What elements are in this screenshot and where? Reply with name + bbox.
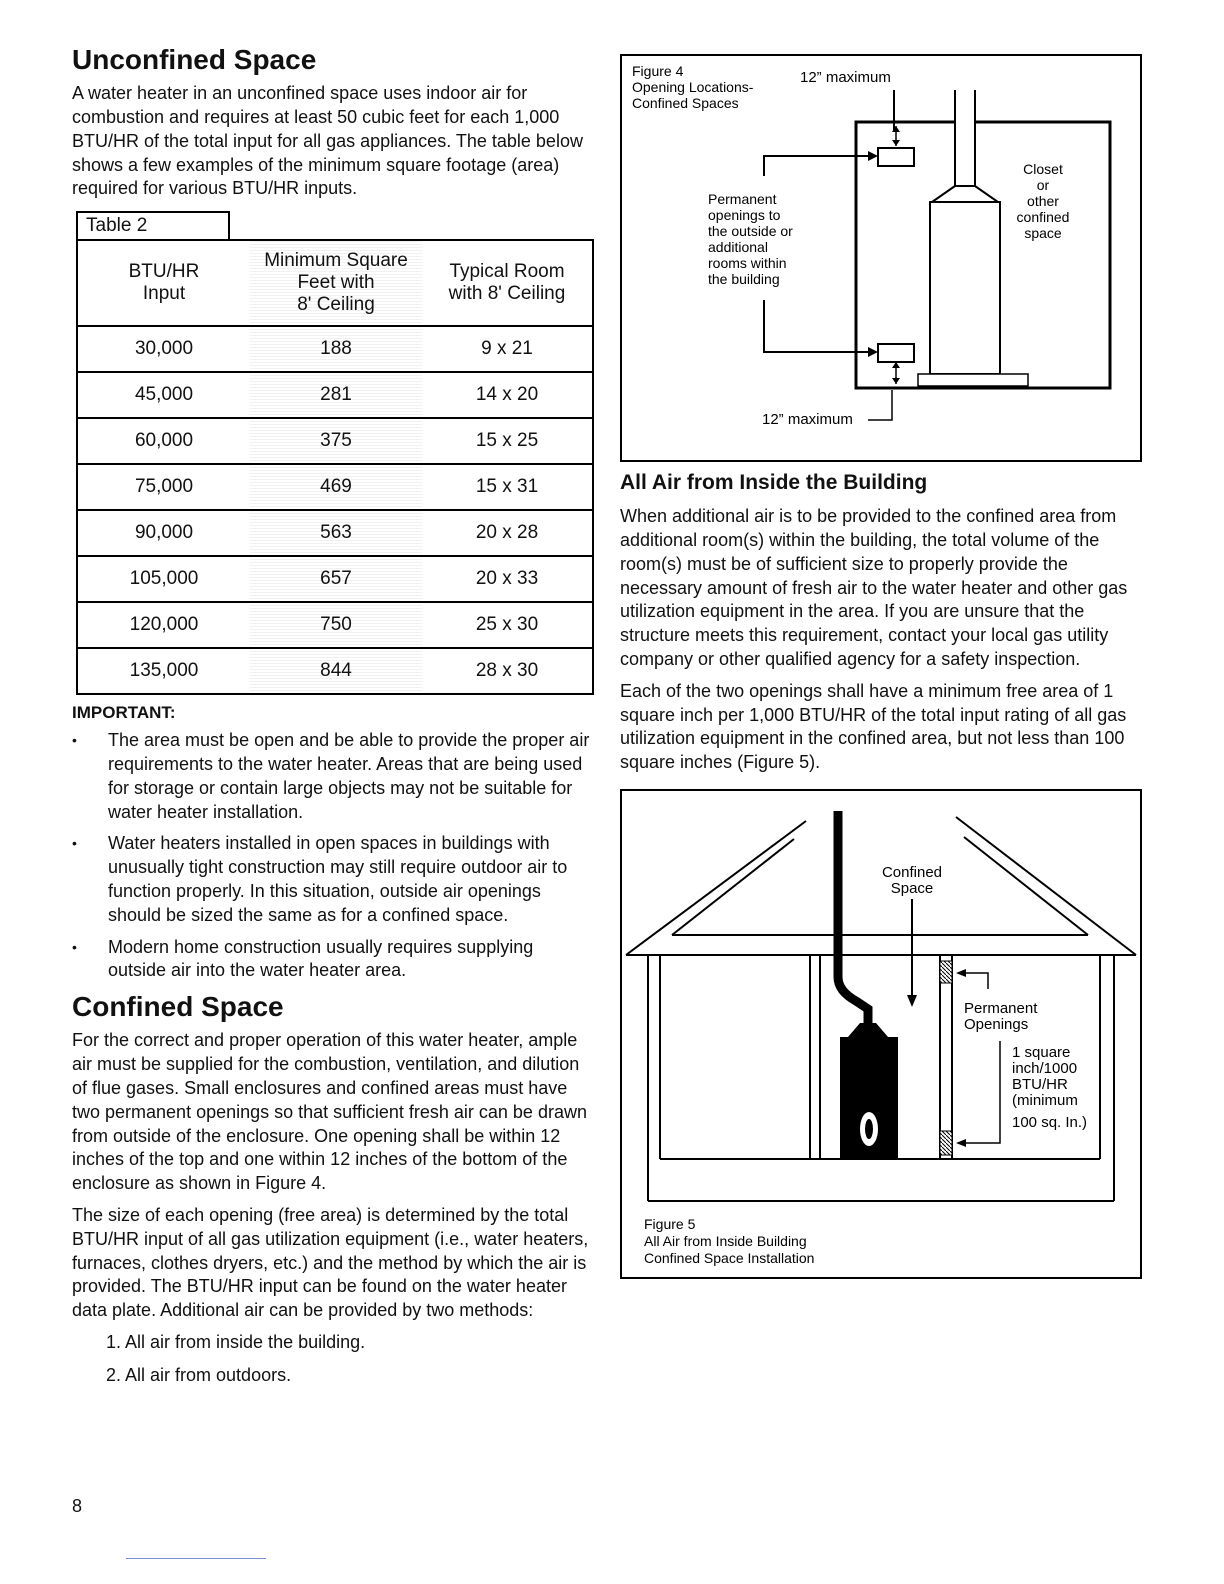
cell-room: 15 x 25 (422, 418, 593, 464)
header-min-line1: Minimum Square (264, 250, 408, 272)
cell-room: 28 x 30 (422, 648, 593, 694)
method-item: 2. All air from outdoors. (106, 1364, 292, 1385)
header-btu-line2: Input (142, 283, 186, 305)
table-2 (72, 211, 596, 695)
perm-top-arrow-head (956, 969, 966, 977)
header-room-line2: with 8' Ceiling (448, 283, 566, 305)
cell-sqft: 188 (250, 326, 422, 372)
bottom-leader (764, 300, 876, 352)
cell-btu: 75,000 (77, 464, 250, 510)
fig5-permanent-line2: Openings (964, 1015, 1029, 1033)
important-bullet: • The area must be open and be able to provide the proper air requirements to the water heater. Areas that are being used for storage or contain large objects may not be suitable for water heater installation. (72, 729, 596, 824)
cell-room: 9 x 21 (422, 326, 593, 372)
figure-5-diagram (622, 791, 1140, 1277)
important-list (72, 729, 596, 983)
water-heater-icon (930, 202, 1000, 374)
cell-btu: 45,000 (77, 372, 250, 418)
fig4-permanent-line4: additional (708, 239, 768, 255)
cell-btu: 90,000 (77, 510, 250, 556)
table-row (77, 326, 593, 372)
cell-room: 20 x 33 (422, 556, 593, 602)
cell-sqft: 844 (250, 648, 422, 694)
heater-flame (865, 1119, 873, 1139)
cell-room: 20 x 28 (422, 510, 593, 556)
unconfined-intro: A water heater in an unconfined space uses indoor air for combustion and requires at least 50 cubic feet for each 1,000 BTU/HR of the total input for all gas appliances. The table below shows a few examples of the minimum square footage (area) required for various BTU/HR inputs. (72, 83, 583, 199)
cell-room: 14 x 20 (422, 372, 593, 418)
cell-btu: 105,000 (77, 556, 250, 602)
header-min-sqft (250, 240, 422, 326)
fig5-confined-line1: Confined (881, 863, 943, 881)
table-row (77, 510, 593, 556)
fig4-closet-line5: space (1024, 225, 1062, 241)
bottom-opening (878, 344, 914, 362)
fig4-permanent-line3: the outside or (708, 223, 793, 239)
right-column (620, 54, 1144, 1279)
header-btu (77, 240, 250, 326)
fig5-size-line1: 1 square (1012, 1043, 1071, 1061)
perm-bottom-arrow-line (960, 1041, 1000, 1143)
fig5-size-line2: inch/1000 (1012, 1059, 1078, 1077)
fig5-size-line5: 100 sq. In.) (1012, 1113, 1088, 1131)
figure-4-diagram (622, 56, 1140, 460)
cell-sqft: 563 (250, 510, 422, 556)
cell-btu: 120,000 (77, 602, 250, 648)
cell-sqft: 750 (250, 602, 422, 648)
flue-pipe (838, 811, 868, 1023)
cell-room: 15 x 31 (422, 464, 593, 510)
confined-arrow-head (907, 995, 917, 1007)
all-air-p2: Each of the two openings shall have a minimum free area of 1 square inch per 1,000 BTU/HR of the total input rating of all gas utilization equipment in the confined area, but not less than 100 square inches (Figure 5). (620, 680, 1127, 773)
fig4-bottom-max-line (868, 390, 892, 420)
fig4-closet-line3: other (1027, 193, 1059, 209)
draft-hood (932, 186, 998, 202)
fig4-closet-line1: Closet (1023, 161, 1063, 177)
confined-p1: For the correct and proper operation of this water heater, ample air must be supplied for the combustion, ventilation, and dilution of flue gases. Small enclosures and confined areas must have two permanent openings so that sufficient fresh air can be drawn from outside of the enclosure. One opening shall be within 12 inches of the top and one within 12 inches of the bottom of the enclosure as shown in Figure 4. (72, 1030, 587, 1194)
top-leader (764, 156, 876, 176)
table-label: Table 2 (76, 211, 230, 239)
draft-hood-5 (848, 1023, 888, 1037)
cell-sqft: 281 (250, 372, 422, 418)
cell-room: 25 x 30 (422, 602, 593, 648)
fig4-caption-line2: Opening Locations- (632, 79, 754, 95)
all-air-p1: When additional air is to be provided to the confined area from additional room(s) within the building, the total volume of the room(s) must be of sufficient size to properly provide the necessary amount of fresh air to the water heater and other gas utilization equipment in the area. If you are unsure that the structure meets this requirement, contact your local gas utility company or other qualified agency for a safety inspection. (620, 506, 1128, 669)
header-min-line3: 8' Ceiling (297, 294, 375, 316)
confined-p2: The size of each opening (free area) is determined by the total BTU/HR input of all gas utilization equipment (i.e., water heaters, furnaces, clothes dryers, etc.) and the method by which the air is provided. The BTU/HR input can be found on the water heater data plate. Additional air can be provided by two methods: (72, 1204, 589, 1321)
table-header-row (77, 240, 593, 326)
fig4-permanent-line5: rooms within (708, 255, 787, 271)
header-room (422, 240, 593, 326)
unconfined-heading: Unconfined Space (72, 44, 317, 75)
top-leader-arrow (868, 151, 878, 161)
fig4-closet-line2: or (1036, 177, 1050, 193)
heater-base (918, 374, 1028, 386)
important-bullet: • Water heaters installed in open spaces in buildings with unusually tight construction may still require outdoor air to function properly. In this situation, outside air openings should be sized the same as for a confined space. (72, 832, 596, 927)
fig4-permanent-line1: Permanent (708, 191, 777, 207)
table-row (77, 602, 593, 648)
bottom-vent-grille (940, 1131, 952, 1155)
fig5-size-line4: (minimum (1012, 1091, 1078, 1109)
left-column (72, 44, 596, 1397)
method-item: 1. All air from inside the building. (106, 1331, 366, 1352)
fig5-confined-line2: Space (890, 879, 934, 897)
fig4-bottom-max: 12” maximum (762, 411, 853, 428)
header-room-line1: Typical Room (449, 261, 565, 283)
important-label: IMPORTANT: (72, 703, 176, 723)
roof-right-inner (964, 837, 1088, 935)
top-opening (878, 148, 914, 166)
table-row (77, 372, 593, 418)
confined-heading: Confined Space (72, 991, 284, 1023)
fig4-caption-line3: Confined Spaces (632, 95, 739, 111)
important-bullet: • Modern home construction usually requires supplying outside air into the water heater area. (72, 936, 596, 984)
footer-rule (126, 1558, 266, 1559)
fig5-caption-line3: Confined Space Installation (644, 1249, 815, 1266)
cell-sqft: 469 (250, 464, 422, 510)
table-row (77, 418, 593, 464)
fig4-caption-line1: Figure 4 (632, 63, 684, 79)
fig4-closet-line4: confined (1016, 209, 1070, 225)
methods-list (72, 1331, 596, 1387)
fig5-size-line3: BTU/HR (1012, 1075, 1068, 1093)
btu-table (76, 239, 594, 695)
cell-btu: 60,000 (77, 418, 250, 464)
top-vent-grille (940, 961, 952, 983)
table-row (77, 556, 593, 602)
roof-left-inner (672, 839, 794, 935)
fig4-permanent-line6: the building (708, 271, 780, 287)
cell-sqft: 657 (250, 556, 422, 602)
table-row (77, 648, 593, 694)
cell-sqft: 375 (250, 418, 422, 464)
cell-btu: 135,000 (77, 648, 250, 694)
header-btu-line1: BTU/HR (128, 261, 200, 283)
figure-5 (620, 789, 1142, 1279)
perm-bottom-arrow-head (956, 1139, 966, 1147)
flue-gap (955, 116, 975, 126)
figure-4 (620, 54, 1142, 462)
header-min-line2: Feet with (297, 272, 375, 294)
fig5-caption-line2: All Air from Inside Building (644, 1232, 807, 1249)
bottom-leader-arrow (868, 347, 878, 357)
page-number: 8 (72, 1496, 83, 1516)
all-air-heading: All Air from Inside the Building (620, 471, 928, 494)
fig4-top-max: 12” maximum (800, 69, 891, 86)
table-row (77, 464, 593, 510)
fig5-caption-line1: Figure 5 (644, 1215, 696, 1232)
fig4-permanent-line2: openings to (708, 207, 781, 223)
fig5-permanent-line1: Permanent (964, 999, 1038, 1017)
cell-btu: 30,000 (77, 326, 250, 372)
